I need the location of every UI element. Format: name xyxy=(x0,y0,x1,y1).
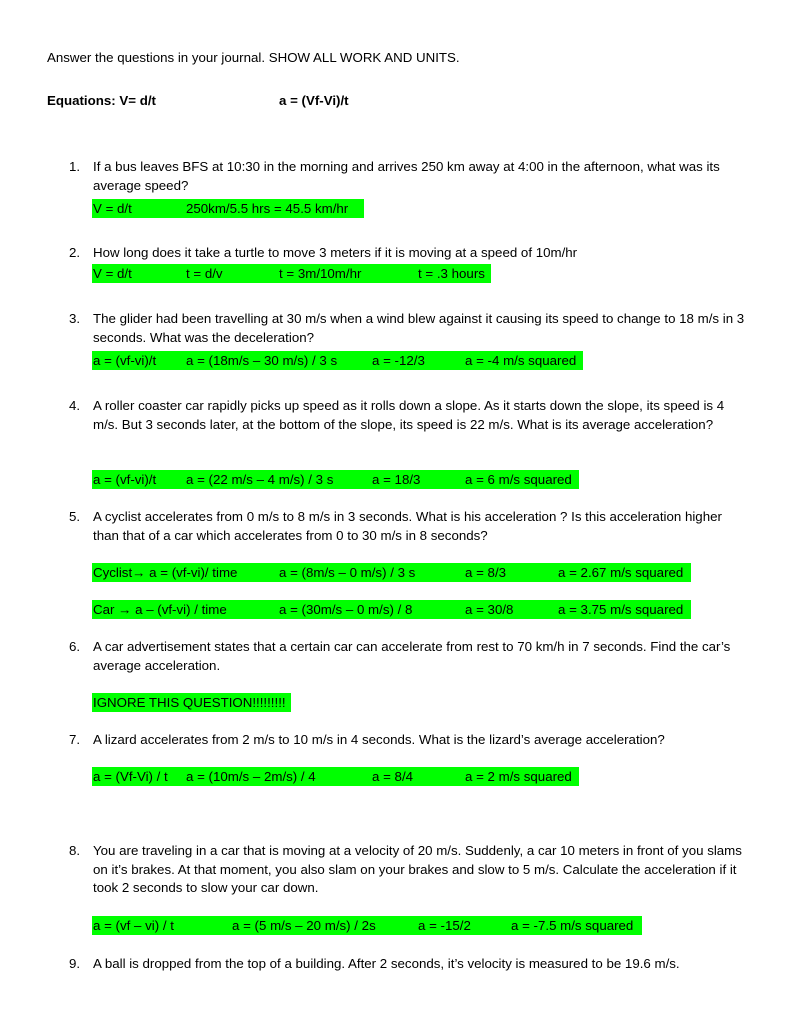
answer-step: a = 6 m/s squared xyxy=(465,472,572,487)
answer-highlight xyxy=(92,693,291,712)
answer-step: a = (vf-vi)/t xyxy=(93,472,157,487)
answer-step: a = (10m/s – 2m/s) / 4 xyxy=(186,769,316,784)
answer-step: V = d/t xyxy=(93,266,132,281)
answer-step: V = d/t xyxy=(93,201,132,216)
answer-step: 250km/5.5 hrs = 45.5 km/hr xyxy=(186,201,349,216)
question-text: A cyclist accelerates from 0 m/s to 8 m/s in 3 seconds. What is his acceleration ? Is this acceleration higher than that of a car which accelerates from 0 to 30 m/s in 8 seconds? xyxy=(93,509,722,543)
question-text: The glider had been travelling at 30 m/s when a wind blew against it causing its speed to change to 18 m/s in 3 seconds. What was the deceleration? xyxy=(93,311,745,345)
answer-step: a = 3.75 m/s squared xyxy=(558,602,684,617)
question-number: 7. xyxy=(69,732,81,747)
answer-highlight xyxy=(92,264,491,283)
answer-step: a = (22 m/s – 4 m/s) / 3 s xyxy=(186,472,334,487)
question-number: 9. xyxy=(69,956,81,971)
question-text: You are traveling in a car that is moving at a velocity of 20 m/s. Suddenly, a car 10 meters in front of you slams on it’s brakes. At that moment, you also slam on your brakes and slow to 5 m/s. Calculate the acceleration if it took 2 seconds to slow your car down. xyxy=(93,843,742,895)
answer-highlight xyxy=(92,199,364,218)
question-number: 4. xyxy=(69,398,81,413)
answer-step: IGNORE THIS QUESTION!!!!!!!!! xyxy=(93,695,286,710)
equations-label: Equations: V= d/t xyxy=(47,93,156,108)
answer-step: a = 2.67 m/s squared xyxy=(558,565,684,580)
answer-step: a = (8m/s – 0 m/s) / 3 s xyxy=(279,565,416,580)
question-number: 1. xyxy=(69,159,81,174)
answer-step: a = -12/3 xyxy=(372,353,425,368)
question-number: 6. xyxy=(69,639,81,654)
answer-step: a = -15/2 xyxy=(418,918,471,933)
answer-step: a = 18/3 xyxy=(372,472,421,487)
question-text: A roller coaster car rapidly picks up speed as it rolls down a slope. As it starts down the slope, its speed is 4 m/s. But 3 seconds later, at the bottom of the slope, its speed is 22 m/s. What is its average acceleration? xyxy=(93,398,725,432)
answer-step: a = -7.5 m/s squared xyxy=(511,918,634,933)
answer-highlight xyxy=(92,351,583,370)
answer-step: a = (vf – vi) / t xyxy=(93,918,174,933)
instructions: Answer the questions in your journal. SHOW ALL WORK AND UNITS. xyxy=(47,50,460,65)
equation-acceleration: a = (Vf-Vi)/t xyxy=(279,93,349,108)
answer-step: a = 8/3 xyxy=(465,565,507,580)
answer-step: a = -4 m/s squared xyxy=(465,353,577,368)
answer-step: t = d/v xyxy=(186,266,223,281)
answer-highlight xyxy=(92,563,691,582)
answer-step: a = (18m/s – 30 m/s) / 3 s xyxy=(186,353,338,368)
answer-step: a = (Vf-Vi) / t xyxy=(93,769,168,784)
question-text: How long does it take a turtle to move 3 meters if it is moving at a speed of 10m/hr xyxy=(93,245,578,260)
question-text: A ball is dropped from the top of a building. After 2 seconds, it’s velocity is measured to be 19.6 m/s. xyxy=(93,956,680,971)
answer-step: a = (vf-vi)/t xyxy=(93,353,157,368)
answer-highlight xyxy=(92,600,691,619)
answer-step: a = 30/8 xyxy=(465,602,514,617)
question-number: 3. xyxy=(69,311,81,326)
question-text: A lizard accelerates from 2 m/s to 10 m/s in 4 seconds. What is the lizard’s average acceleration? xyxy=(93,732,665,747)
question-number: 2. xyxy=(69,245,81,260)
answer-step: Cyclist→ a = (vf-vi)/ time xyxy=(93,565,238,580)
answer-step: a = 2 m/s squared xyxy=(465,769,572,784)
answer-step: Car → a – (vf-vi) / time xyxy=(93,602,227,617)
answer-step: t = 3m/10m/hr xyxy=(279,266,362,281)
question-text: A car advertisement states that a certain car can accelerate from rest to 70 km/h in 7 seconds. Find the car’s average acceleration. xyxy=(93,639,731,673)
answer-step: a = (30m/s – 0 m/s) / 8 xyxy=(279,602,413,617)
answer-step: a = (5 m/s – 20 m/s) / 2s xyxy=(232,918,376,933)
question-text: If a bus leaves BFS at 10:30 in the morning and arrives 250 km away at 4:00 in the afternoon, what was its average speed? xyxy=(93,159,720,193)
answer-highlight xyxy=(92,767,579,786)
answer-step: a = 8/4 xyxy=(372,769,414,784)
answer-highlight xyxy=(92,470,579,489)
answer-highlight xyxy=(92,916,642,935)
question-number: 5. xyxy=(69,509,81,524)
question-number: 8. xyxy=(69,843,81,858)
answer-step: t = .3 hours xyxy=(418,266,485,281)
